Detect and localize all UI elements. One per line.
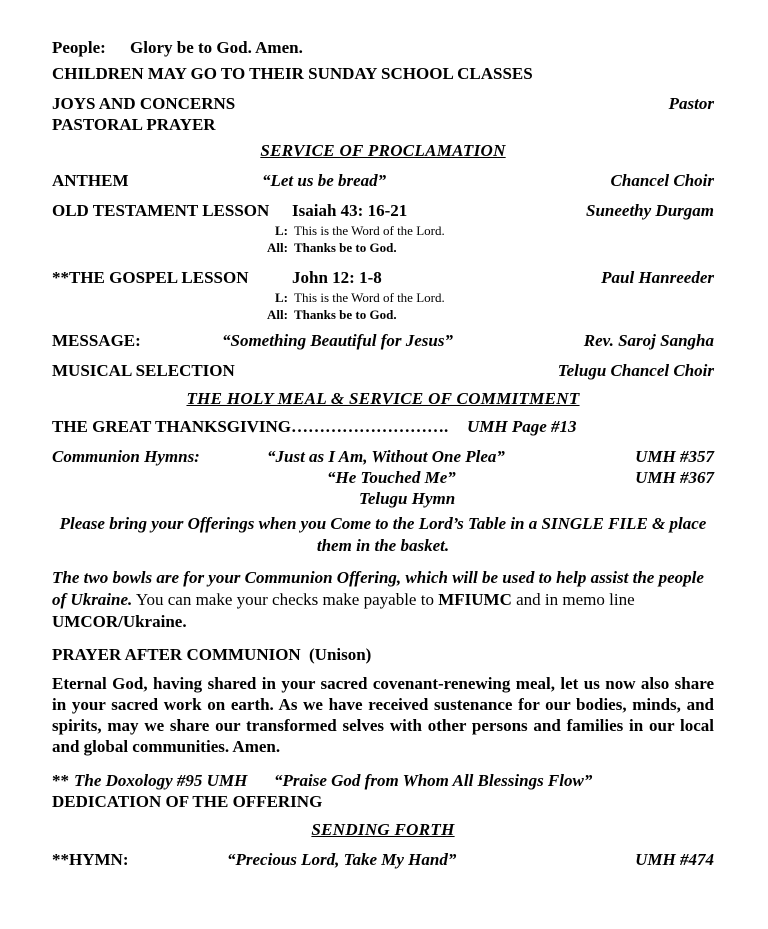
people-response-text: Glory be to God. Amen. — [130, 38, 303, 57]
communion-hymns-label: Communion Hymns: — [52, 447, 200, 466]
leader-text: This is the Word of the Lord. — [294, 223, 445, 238]
doxology-title: “Praise God from Whom All Blessings Flow” — [274, 771, 593, 790]
great-thanksgiving-page: UMH Page #13 — [467, 417, 577, 436]
anthem-title: “Let us be bread” — [262, 171, 387, 190]
ukraine-notice-bold-1: MFIUMC — [438, 590, 512, 609]
gospel-leader-response — [52, 290, 714, 307]
anthem-line — [52, 171, 714, 201]
offering-instruction: Please bring your Offerings when you Come to the Lord’s Table in a SINGLE FILE & place them in the basket. — [59, 514, 707, 555]
bulletin-content — [52, 38, 714, 874]
ukraine-notice-block — [52, 567, 714, 633]
people-response-line — [52, 38, 714, 64]
section-proclamation-title: SERVICE OF PROCLAMATION — [260, 141, 506, 160]
closing-hymn-number: UMH #474 — [635, 850, 714, 869]
old-testament-reference: Isaiah 43: 16-21 — [292, 201, 408, 220]
great-thanksgiving-label: THE GREAT THANKSGIVING………………………. — [52, 417, 449, 436]
ukraine-notice-plain-1: You can make your checks make payable to — [132, 590, 439, 609]
section-proclamation — [52, 141, 714, 171]
dedication-line — [52, 792, 714, 820]
dedication-label: DEDICATION OF THE OFFERING — [52, 792, 323, 811]
old-testament-leader-response — [52, 223, 714, 240]
gospel-all-response — [52, 307, 714, 331]
musical-selection-line — [52, 361, 714, 389]
message-label: MESSAGE: — [52, 331, 141, 350]
message-title: “Something Beautiful for Jesus” — [222, 331, 453, 350]
musical-selection-label: MUSICAL SELECTION — [52, 361, 235, 380]
great-thanksgiving-line — [52, 417, 714, 447]
doxology-prefix: ** — [52, 771, 69, 790]
prayer-text: Eternal God, having shared in your sacred covenant-renewing meal, let us now also share in your sacred work on earth. As we have received sustenance for our bodies, minds, and spirits, may we share our transformed selves with other persons and families in our local and global communities. Amen. — [52, 674, 714, 756]
all-text: Thanks be to God. — [294, 240, 397, 255]
section-sending-forth — [52, 820, 714, 850]
ukraine-notice-plain-2: and in memo line — [511, 590, 635, 609]
all-label: All: — [267, 240, 288, 255]
closing-hymn-line — [52, 850, 714, 874]
anthem-performer: Chancel Choir — [610, 171, 714, 190]
joys-and-concerns-line — [52, 94, 714, 115]
joys-and-concerns-leader: Pastor — [668, 94, 714, 113]
old-testament-label: OLD TESTAMENT LESSON — [52, 201, 270, 220]
joys-and-concerns-label: JOYS AND CONCERNS — [52, 94, 236, 113]
musical-selection-performer: Telugu Chancel Choir — [557, 361, 714, 380]
section-holy-meal-title: THE HOLY MEAL & SERVICE OF COMMITMENT — [186, 389, 580, 408]
all-text: Thanks be to God. — [294, 307, 397, 322]
offering-instruction-block — [52, 513, 714, 557]
children-notice: CHILDREN MAY GO TO THEIR SUNDAY SCHOOL CLASSES — [52, 64, 533, 83]
people-response-label: People: — [52, 38, 106, 57]
communion-hymns-row-1 — [52, 447, 714, 468]
message-speaker: Rev. Saroj Sangha — [583, 331, 714, 350]
communion-hymn-title: “Just as I Am, Without One Plea” — [267, 447, 505, 466]
old-testament-all-response — [52, 240, 714, 260]
leader-label: L: — [275, 290, 288, 305]
section-holy-meal — [52, 389, 714, 417]
communion-hymns-row-3 — [52, 489, 714, 513]
communion-hymn-number: UMH #367 — [635, 468, 714, 487]
ukraine-notice-bold-2: UMCOR/Ukraine. — [52, 612, 187, 631]
communion-hymns-row-2 — [52, 468, 714, 489]
children-notice-line — [52, 64, 714, 94]
pastoral-prayer-line — [52, 115, 714, 141]
section-sending-forth-title: SENDING FORTH — [311, 820, 455, 839]
anthem-label: ANTHEM — [52, 171, 129, 190]
old-testament-line — [52, 201, 714, 223]
gospel-reference: John 12: 1-8 — [292, 268, 382, 287]
prayer-after-communion-line — [52, 645, 714, 673]
gospel-reader: Paul Hanreeder — [601, 268, 714, 287]
doxology-label: The Doxology #95 UMH — [74, 771, 248, 790]
gospel-line — [52, 268, 714, 290]
leader-text: This is the Word of the Lord. — [294, 290, 445, 305]
closing-hymn-label: **HYMN: — [52, 850, 129, 869]
communion-hymn-title: Telugu Hymn — [359, 489, 456, 508]
ukraine-notice-italic: The two bowls are for your Communion Offering, which will be used to help assist the people of Ukraine. — [52, 568, 704, 609]
gospel-label: **THE GOSPEL LESSON — [52, 268, 249, 287]
message-line — [52, 331, 714, 361]
communion-hymn-number: UMH #357 — [635, 447, 714, 466]
leader-label: L: — [275, 223, 288, 238]
doxology-line — [52, 771, 714, 792]
communion-hymn-title: “He Touched Me” — [327, 468, 456, 487]
all-label: All: — [267, 307, 288, 322]
prayer-after-communion-note: (Unison) — [309, 645, 372, 664]
closing-hymn-title: “Precious Lord, Take My Hand” — [227, 850, 457, 869]
old-testament-reader: Suneethy Durgam — [586, 201, 714, 220]
pastoral-prayer-label: PASTORAL PRAYER — [52, 115, 216, 134]
prayer-after-communion-label: PRAYER AFTER COMMUNION — [52, 645, 301, 664]
